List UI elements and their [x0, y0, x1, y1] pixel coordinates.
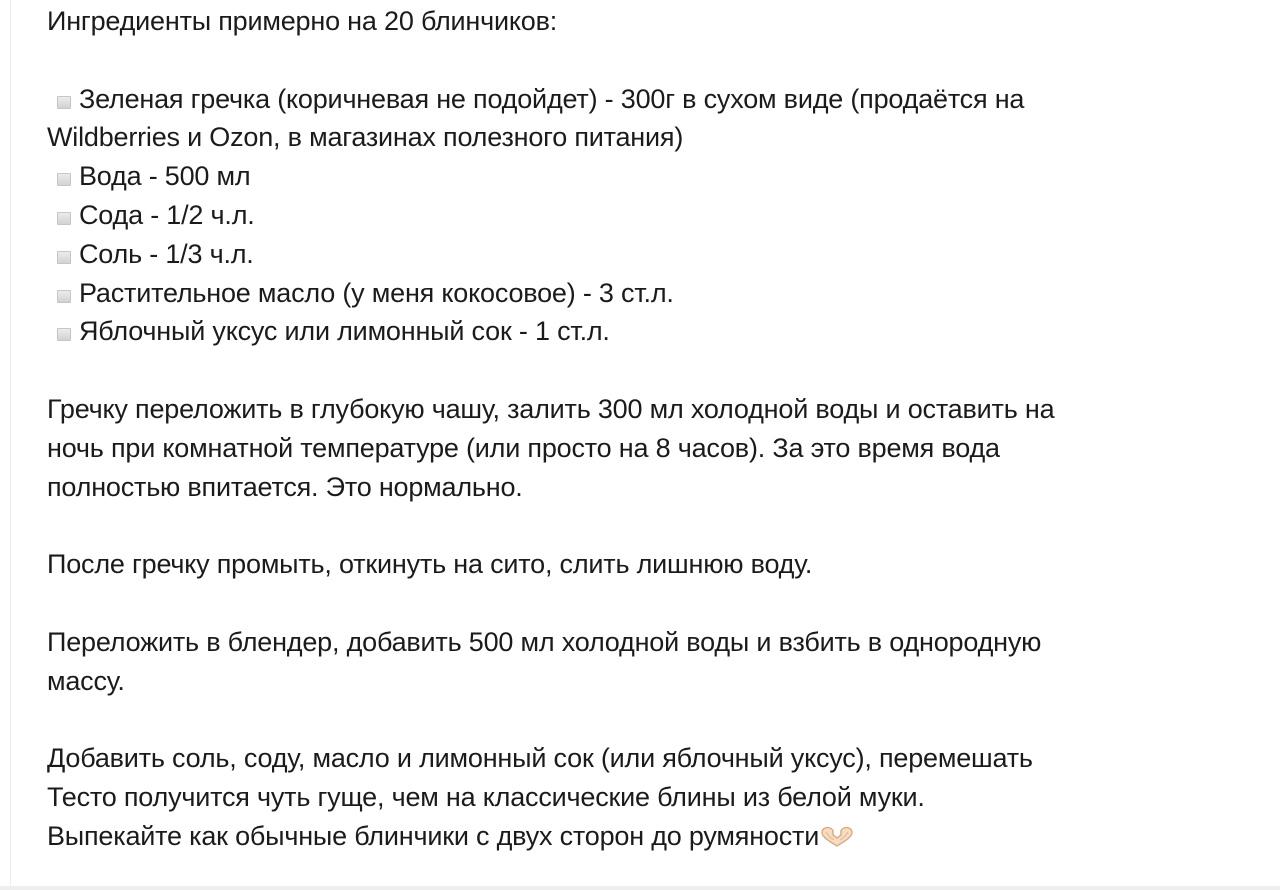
- paragraph-gap: [47, 700, 1237, 739]
- white-small-square-icon: [57, 96, 71, 109]
- step-line-text: Выпекайте как обычные блинчики с двух сторон до румяности: [47, 820, 820, 851]
- paragraph-gap: [47, 506, 1237, 545]
- ingredient-item: [47, 235, 1237, 274]
- step-blend: [47, 623, 1237, 701]
- step-line: ночь при комнатной температуре (или просто на 8 часов). За это время вода: [47, 432, 1000, 463]
- ingredient-text: Зеленая гречка (коричневая не подойдет) - 300г в сухом виде (продаётся на: [79, 83, 1025, 114]
- step-line: полностью впитается. Это нормально.: [47, 471, 523, 502]
- ingredient-text: Соль - 1/3 ч.л.: [79, 238, 254, 269]
- step-line: массу.: [47, 665, 125, 696]
- bottom-divider: [0, 886, 1280, 890]
- ingredient-text: Вода - 500 мл: [79, 161, 251, 192]
- ingredient-item: [47, 80, 1237, 119]
- step-soak: [47, 390, 1237, 506]
- step-line: Гречку переложить в глубокую чашу, залить 300 мл холодной воды и оставить на: [47, 393, 1055, 424]
- white-small-square-icon: [57, 173, 71, 186]
- ingredient-text: Wildberries и Ozon, в магазинах полезного питания): [47, 122, 684, 153]
- step-line-final: [47, 817, 1237, 856]
- step-line: После гречку промыть, откинуть на сито, слить лишнюю воду.: [47, 549, 813, 580]
- recipe-post: [47, 2, 1237, 856]
- heart-hands-icon: [820, 820, 854, 842]
- ingredient-item: [47, 274, 1237, 313]
- ingredient-item: [47, 196, 1237, 235]
- white-small-square-icon: [57, 212, 71, 225]
- paragraph-gap: [47, 41, 1237, 80]
- step-rinse: [47, 545, 1237, 584]
- step-line: Переложить в блендер, добавить 500 мл холодной воды и взбить в однородную: [47, 626, 1042, 657]
- ingredient-item-continuation: [47, 118, 1237, 157]
- ingredient-item: [47, 312, 1237, 351]
- ingredient-item: [47, 157, 1237, 196]
- step-mix-and-bake: [47, 739, 1237, 855]
- step-line: Добавить соль, соду, масло и лимонный сок (или яблочный уксус), перемешать: [47, 743, 1033, 774]
- ingredient-text: Яблочный уксус или лимонный сок - 1 ст.л.: [79, 316, 610, 347]
- paragraph-gap: [47, 351, 1237, 390]
- white-small-square-icon: [57, 251, 71, 264]
- ingredients-heading: Ингредиенты примерно на 20 блинчиков:: [47, 6, 558, 36]
- left-divider: [10, 0, 11, 890]
- white-small-square-icon: [57, 290, 71, 303]
- white-small-square-icon: [57, 328, 71, 341]
- paragraph-gap: [47, 584, 1237, 623]
- ingredient-list: [47, 80, 1237, 352]
- ingredient-text: Сода - 1/2 ч.л.: [79, 199, 255, 230]
- ingredient-text: Растительное масло (у меня кокосовое) - 3 ст.л.: [79, 277, 674, 308]
- step-line: Тесто получится чуть гуще, чем на классические блины из белой муки.: [47, 781, 925, 812]
